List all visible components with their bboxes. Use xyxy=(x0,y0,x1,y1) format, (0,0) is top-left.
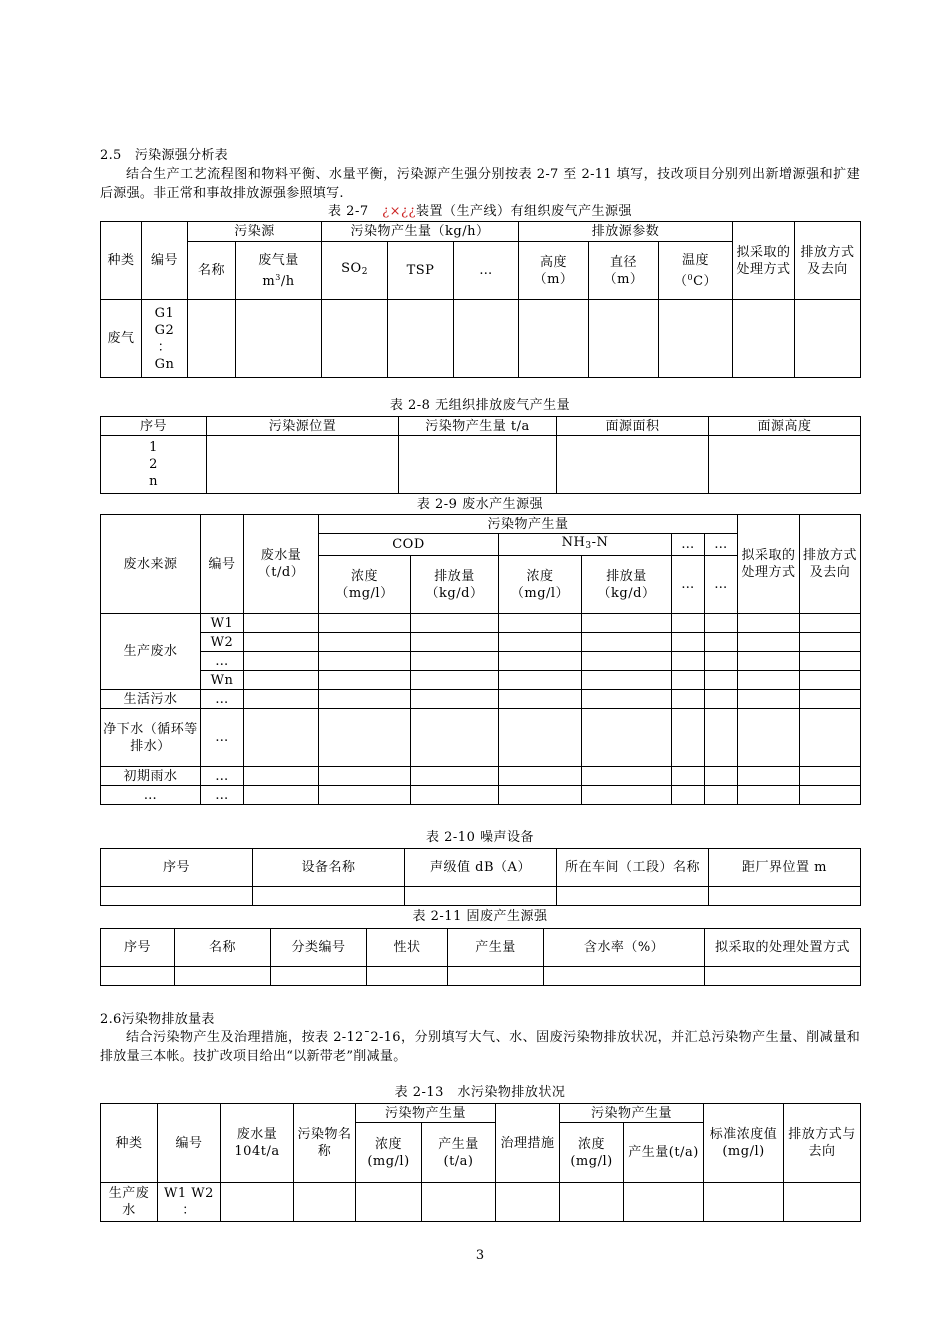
col-production: 污染物产生量 xyxy=(356,1104,496,1123)
table-2-11-caption: 表 2-11 固废产生源强 xyxy=(412,909,548,924)
col-nh-conc: 浓度（mg/l） xyxy=(499,556,582,614)
col-quantity: 废水量（t/d） xyxy=(244,515,319,614)
col-source-params: 排放源参数 xyxy=(519,222,733,242)
col-workshop: 所在车间（工段）名称 xyxy=(557,849,709,887)
col-distance: 距厂界位置 m xyxy=(709,849,861,887)
table-2-7 xyxy=(100,221,861,378)
col-number: 编号 xyxy=(201,515,244,614)
col-source: 废水来源 xyxy=(101,515,201,614)
col-treatment: 治理措施 xyxy=(496,1104,560,1183)
col-quantity: 废水量104t/a xyxy=(221,1104,294,1183)
col-discharge: 排放方式及去向 xyxy=(800,515,861,614)
group-production: 生产废水 xyxy=(101,614,201,690)
col-kind: 种类 xyxy=(101,222,142,300)
table-row: … … xyxy=(101,786,861,805)
page-number: 3 xyxy=(475,1248,485,1263)
table-row xyxy=(101,967,861,986)
row-seq: 1 2 n xyxy=(101,436,207,494)
col-treatment: 拟采取的处理方式 xyxy=(738,515,800,614)
table-row: 净下水（循环等排水） … xyxy=(101,709,861,767)
table-row xyxy=(101,1183,861,1222)
table-2-8 xyxy=(100,416,861,494)
col-name: 名称 xyxy=(188,242,236,300)
col-production-2: 污染物产生量 xyxy=(560,1104,704,1123)
col-moisture: 含水率（%） xyxy=(544,929,705,967)
section-2-5-paragraph: 结合生产工艺流程图和物料平衡、水量平衡，污染源产生强分别按表 2-7 至 2-11 填写，技改项目分别列出新增源强和扩建后源强。非正常和事故排放源强参照填写. xyxy=(100,167,860,201)
col-conc-2: 浓度(mg/l) xyxy=(560,1123,624,1183)
col-source: 污染源 xyxy=(188,222,322,242)
col-so2: $SO_2$ xyxy=(322,242,388,300)
col-pollutant-name: 污染物名称 xyxy=(294,1104,356,1183)
table-2-10-caption: 表 2-10 噪声设备 xyxy=(426,830,534,845)
section-2-5-heading: 2.5 污染源强分析表 xyxy=(100,148,228,163)
table-row xyxy=(101,300,861,378)
table-row: … xyxy=(101,652,861,671)
table-2-10 xyxy=(100,848,861,906)
table-2-13-caption: 表 2-13 水污染物排放状况 xyxy=(394,1085,566,1100)
col-more-1: … xyxy=(672,534,705,556)
col-seq: 序号 xyxy=(101,849,253,887)
col-cod-load: 排放量 （kg/d） xyxy=(411,556,499,614)
col-production: 污染物产生量 t/a xyxy=(399,417,557,436)
row-ids: W1 W2 ： xyxy=(158,1183,221,1222)
garbled-mark: ¿×¿¿ xyxy=(382,204,416,219)
col-diameter: 直径 （m） xyxy=(589,242,659,300)
col-output: 产生量(t/a) xyxy=(422,1123,496,1183)
col-discharge: 排放方式与去向 xyxy=(784,1104,861,1183)
col-treatment: 拟采取的处理方式 xyxy=(733,222,795,300)
table-row: 生产废水 W1 xyxy=(101,614,861,633)
col-seq: 序号 xyxy=(101,929,175,967)
table-2-9: 废水来源 编号 废水量（t/d） 污染物产生量 拟采取的处理方式 排放方式及去向 COD $NH_3-N$ … … 浓度 （mg/l） 排放量 （kg/d） 浓度（mg/l） 排放量 （kg/d） … … 生产废水 W1 W2 … Wn 生活污水 … 净下水（循环等排水） … 初期雨水 … … … xyxy=(100,514,861,805)
section-2-6-heading: 2.6污染物排放量表 xyxy=(100,1012,215,1027)
col-gas-volume: 废气量 $m^3/h$ xyxy=(236,242,322,300)
group-clean-water: 净下水（循环等排水） xyxy=(101,709,201,767)
table-row xyxy=(101,887,861,906)
table-2-9-caption: 表 2-9 废水产生源强 xyxy=(416,497,544,512)
col-name: 名称 xyxy=(175,929,271,967)
col-more-2: … xyxy=(705,534,738,556)
col-discharge: 排放方式及去向 xyxy=(795,222,861,300)
col-conc: 浓度(mg/l) xyxy=(356,1123,422,1183)
table-2-11 xyxy=(100,928,861,986)
row-kind: 废气 xyxy=(101,300,142,378)
col-nh3n: $NH_3-N$ xyxy=(499,534,672,556)
col-temperature: 温度 （$^0$C） xyxy=(659,242,733,300)
col-pollutant-production: 污染物产生量 xyxy=(319,515,738,534)
col-output-2: 产生量(t/a) xyxy=(624,1123,704,1183)
col-number: 编号 xyxy=(158,1104,221,1183)
group-domestic: 生活污水 xyxy=(101,690,201,709)
table-row: 初期雨水 … xyxy=(101,767,861,786)
col-standard: 标准浓度值(mg/l) xyxy=(704,1104,784,1183)
col-output: 产生量 xyxy=(448,929,544,967)
col-disposal: 拟采取的处理处置方式 xyxy=(705,929,861,967)
section-2-6-paragraph: 结合污染物产生及治理措施，按表 2-12¯2-16，分别填写大气、水、固废污染物排放状况，并汇总污染物产生量、削减量和排放量三本帐。技扩改项目给出“以新带老”削减量。 xyxy=(100,1030,860,1064)
col-location: 污染源位置 xyxy=(207,417,399,436)
col-cod: COD xyxy=(319,534,499,556)
table-2-7-caption: 表 2-7 ¿×¿¿装置（生产线）有组织废气产生源强 xyxy=(328,204,632,219)
col-sound-level: 声级值 dB（A） xyxy=(405,849,557,887)
col-area: 面源面积 xyxy=(557,417,709,436)
row-ids: G1 G2 ： Gn xyxy=(142,300,188,378)
col-nature: 性状 xyxy=(367,929,448,967)
row-kind: 生产废水 xyxy=(101,1183,158,1222)
table-row: 生活污水 … xyxy=(101,690,861,709)
col-seq: 序号 xyxy=(101,417,207,436)
col-area-height: 面源高度 xyxy=(709,417,861,436)
group-rain: 初期雨水 xyxy=(101,767,201,786)
col-nh-load: 排放量 （kg/d） xyxy=(582,556,672,614)
col-pollutant-production: 污染物产生量（kg/h） xyxy=(322,222,519,242)
table-row: W2 xyxy=(101,633,861,652)
col-more: … xyxy=(454,242,519,300)
col-kind: 种类 xyxy=(101,1104,158,1183)
col-tsp: TSP xyxy=(388,242,454,300)
col-category: 分类编号 xyxy=(271,929,367,967)
col-device-name: 设备名称 xyxy=(253,849,405,887)
col-height: 高度 （m） xyxy=(519,242,589,300)
col-number: 编号 xyxy=(142,222,188,300)
table-2-13 xyxy=(100,1103,861,1222)
table-row: Wn xyxy=(101,671,861,690)
table-row xyxy=(101,436,861,494)
table-2-8-caption: 表 2-8 无组织排放废气产生量 xyxy=(389,398,571,413)
col-cod-conc: 浓度 （mg/l） xyxy=(319,556,411,614)
